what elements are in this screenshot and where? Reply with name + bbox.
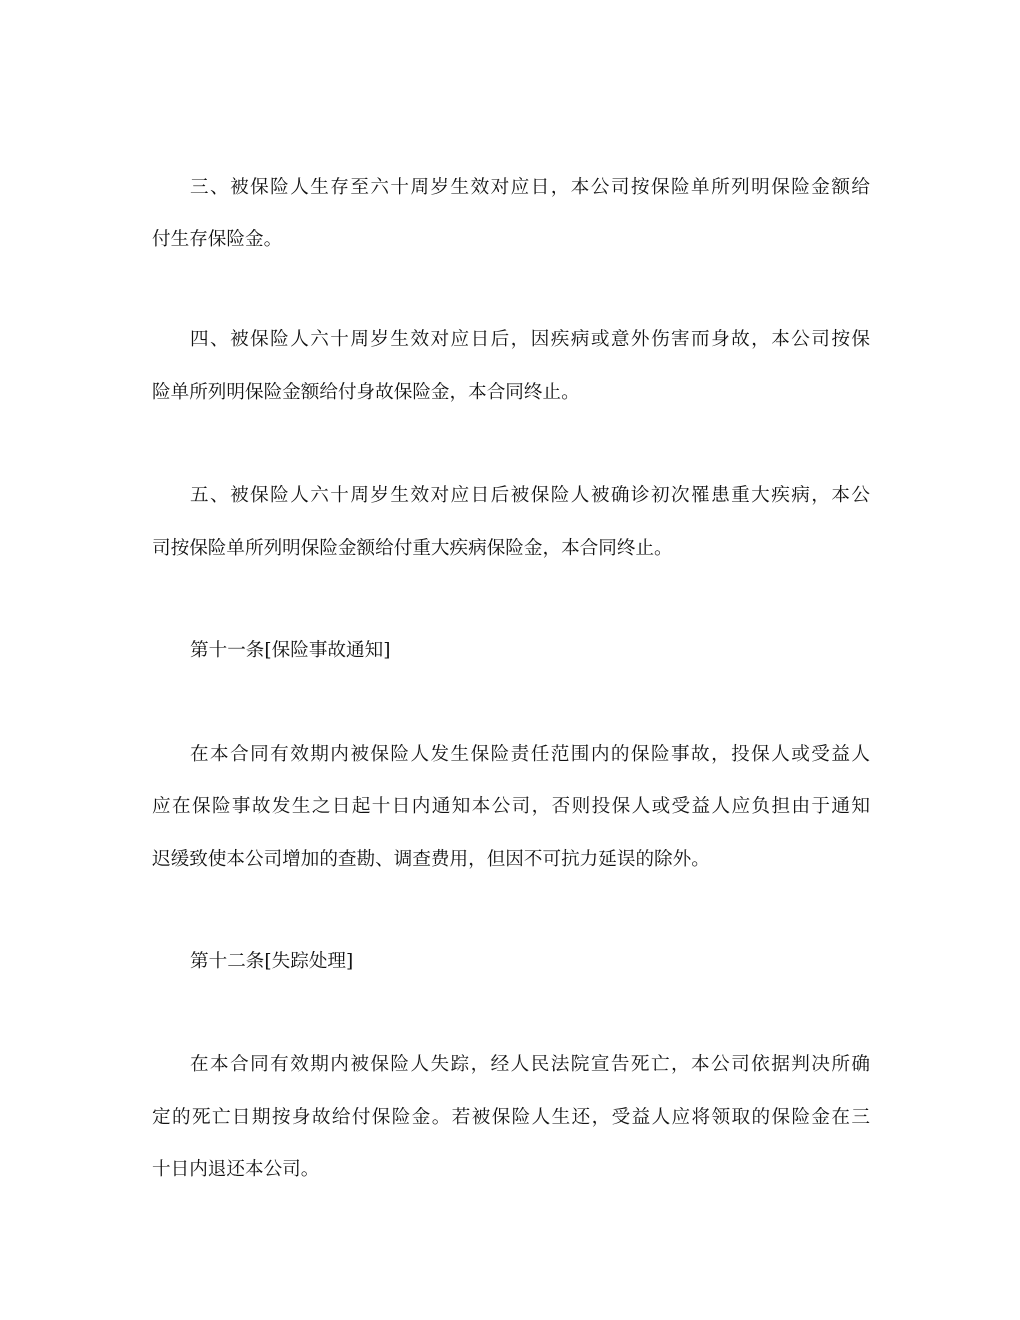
paragraph-line: 四、被保险人六十周岁生效对应日后，因疾病或意外伤害而身故，本公司按保 <box>190 329 870 350</box>
paragraph-line: 定的死亡日期按身故给付保险金。若被保险人生还，受益人应将领取的保险金在三 <box>152 1107 870 1128</box>
paragraph-line: 应在保险事故发生之日起十日内通知本公司，否则投保人或受益人应负担由于通知 <box>152 796 870 817</box>
article-12-heading: 第十二条[失踪处理] <box>190 951 354 972</box>
document-page <box>152 0 870 1320</box>
paragraph-line: 司按保险单所列明保险金额给付重大疾病保险金，本合同终止。 <box>152 538 673 559</box>
paragraph-line: 付生存保险金。 <box>152 229 283 250</box>
paragraph-line: 险单所列明保险金额给付身故保险金，本合同终止。 <box>152 382 580 403</box>
paragraph-line: 在本合同有效期内被保险人发生保险责任范围内的保险事故，投保人或受益人 <box>190 744 870 765</box>
article-11-heading: 第十一条[保险事故通知] <box>190 640 391 661</box>
paragraph-line: 十日内退还本公司。 <box>152 1159 320 1180</box>
paragraph-line: 迟缓致使本公司增加的查勘、调查费用，但因不可抗力延误的除外。 <box>152 849 710 870</box>
paragraph-line: 在本合同有效期内被保险人失踪，经人民法院宣告死亡，本公司依据判决所确 <box>190 1054 870 1075</box>
paragraph-line: 五、被保险人六十周岁生效对应日后被保险人被确诊初次罹患重大疾病，本公 <box>190 485 870 506</box>
paragraph-line: 三、被保险人生存至六十周岁生效对应日，本公司按保险单所列明保险金额给 <box>190 177 870 198</box>
